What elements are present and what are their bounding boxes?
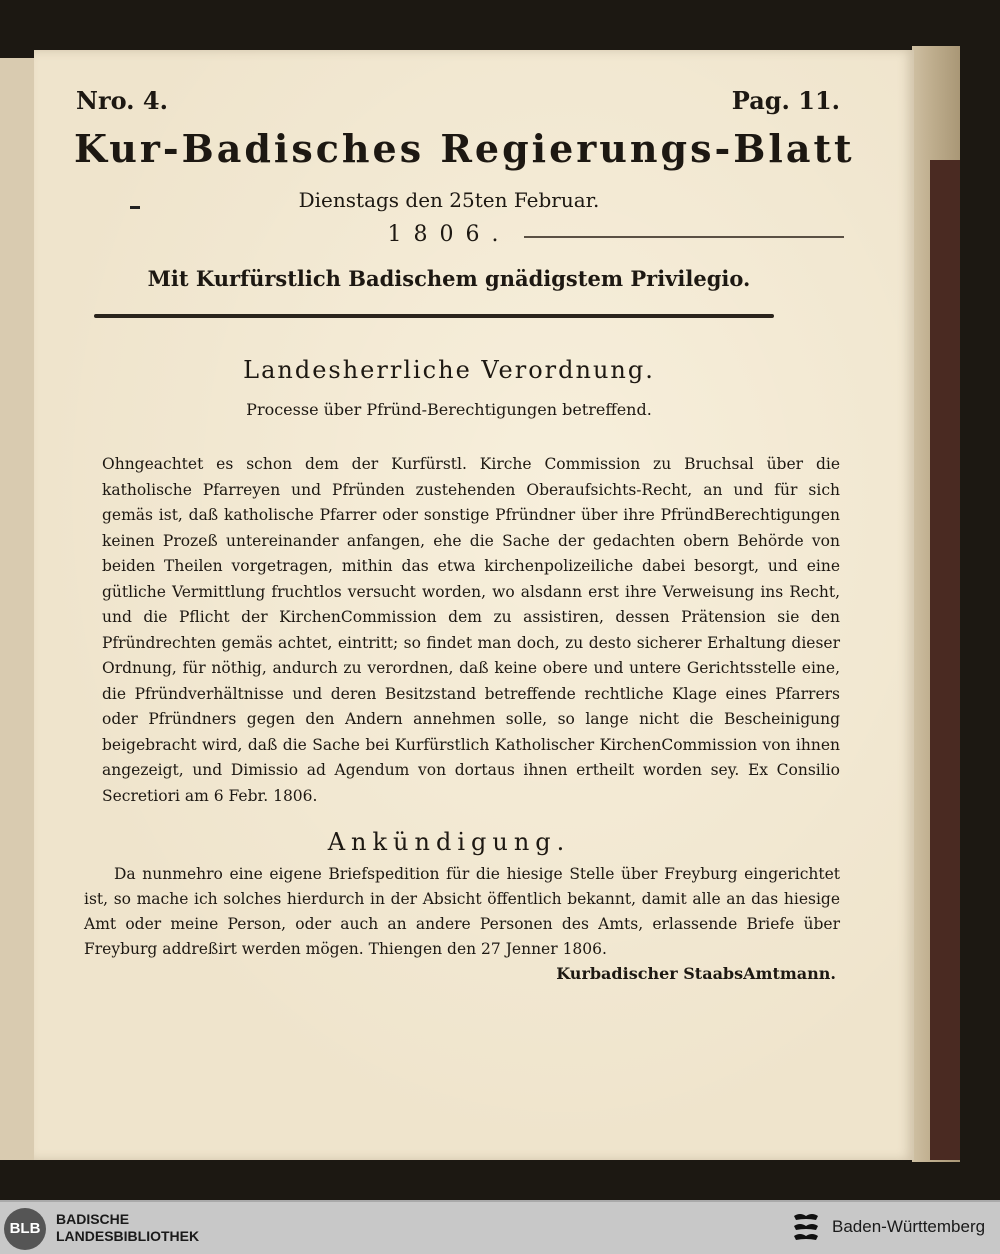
state-name[interactable]: Baden-Württemberg [832,1217,986,1236]
library-name-line2: LANDESBIBLIOTHEK [56,1228,200,1244]
library-name-line1: BADISCHE [56,1211,130,1227]
blb-logo-icon[interactable]: BLB [4,1208,46,1250]
masthead-privilege: Mit Kurfürstlich Badischem gnädigstem Privilegio. [147,266,751,291]
page-number: Pag. 11. [731,86,840,115]
year-rule [524,236,844,238]
previous-page-edge [0,58,38,1160]
book-cover-edge [930,160,960,1160]
baden-wuerttemberg-lions-icon[interactable] [790,1210,822,1246]
issue-number: Nro. 4. [76,86,168,115]
ordinance-heading: Landesherrliche Verordnung. [243,356,655,384]
masthead-title: Kur-Badisches Regierungs-Blatt [74,126,855,171]
masthead-divider [94,314,774,318]
document-page [34,50,914,1160]
masthead-dateline: Dienstags den 25ten Februar. [298,188,600,212]
ordinance-subheading: Processe über Pfründ-Berechtigungen betreffend. [246,400,652,419]
viewer-footer [0,1200,1000,1254]
library-name[interactable] [56,1211,199,1245]
announcement-heading: Ankündigung. [327,828,571,856]
ordinance-text: Ohngeachtet es schon dem der Kurfürstl. Kirche Commission zu Bruchsal über die katholische Pfarreyen und Pfründen zustehenden Oberaufsichts-Recht, an und für sich gemäs ist, daß katholische Pfarrer oder sonstige Pfründner über ihre PfründBerechtigungen keinen Prozeß untereinander anfangen, ehe die Sache der gedachten obern Behörde von beiden Theilen vorgetragen, mithin das etwa kirchenpolizeiliche dabei besorgt, und eine gütliche Vermittlung fruchtlos versucht worden, wo alsdann erst ihre Verweisung ins Recht, und die Pflicht der KirchenCommission dem zu assistiren, dessen Prätension sie den Pfründrechten gemäs achtet, eintritt; so findet man doch, zu desto sicherer Erhaltung dieser Ordnung, für nöthig, andurch zu verordnen, daß keine obere und untere Gerichtsstelle eine, die Pfründverhältnisse und deren Besitzstand betreffende rechtliche Klage eines Pfarrers oder Pfründners gegen den Andern annehmen solle, so lange nicht die Bescheinigung beigebracht wird, daß die Sache bei Kurfürstlich Katholischer KirchenCommission von ihnen angezeigt, und Dimissio ad Agendum von dortaus ihnen ertheilt worden sey. Ex Consilio Secretiori am 6 Febr. 1806. [102,455,840,805]
masthead-year: 1806. [387,222,511,247]
announcement-text: Da nunmehro eine eigene Briefspedition für die hiesige Stelle über Freyburg eingerichtet ist, so mache ich solches hierdurch in der Absicht öffentlich bekannt, damit alle an das hiesige Amt oder meine Person, oder auch an andere Personen des Amts, erlassende Briefe über Freyburg addreßirt werden mögen. Thiengen den 27 Jenner 1806. [84,865,840,958]
announcement-signature: Kurbadischer StaabsAmtmann. [556,964,836,983]
